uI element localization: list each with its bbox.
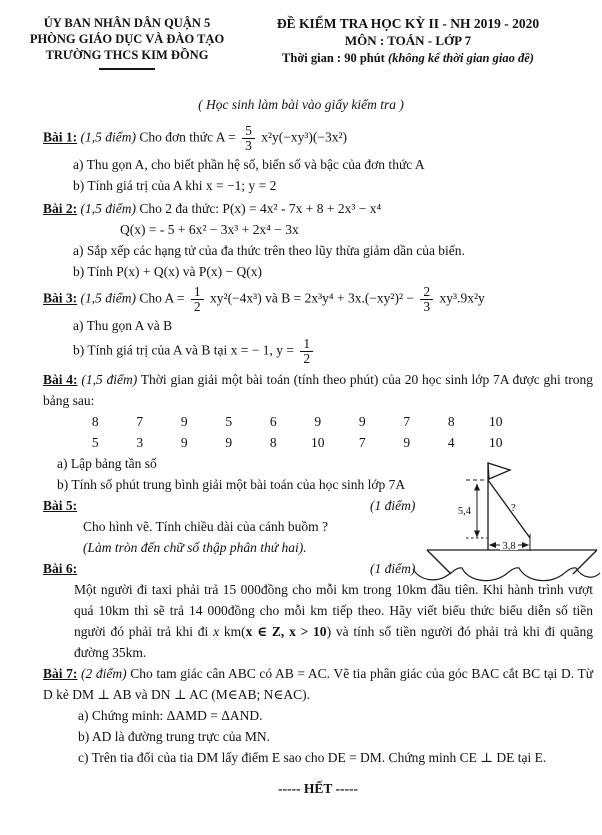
problem-3-expression-mid: xy²(−4x³) và B = 2x³y⁴ + 3x.(−xy²)² −: [206, 290, 418, 306]
problem-2-polynomial-q: Q(x) = - 5 + 6x² − 3x³ + 2x⁴ − 3x: [120, 222, 299, 237]
exam-title-block: [252, 15, 564, 70]
table-cell: 9: [180, 435, 188, 450]
fraction-5-3: [242, 124, 255, 153]
data-table-row-1: [43, 411, 593, 432]
table-cell: 9: [358, 414, 366, 429]
header-underline-rule: [99, 68, 155, 70]
problem-1-part-b: b) Tính giá trị của A khi x = −1; y = 2: [73, 178, 277, 193]
problem-2-part-b: b) Tính P(x) + Q(x) và P(x) − Q(x): [73, 264, 262, 279]
problem-3-expression-tail: xy³.9x²y: [436, 290, 485, 306]
problem-7-part-a: a) Chứng minh: ΔAMD = ΔAND.: [78, 708, 263, 723]
problem-5-points: (1 điểm): [370, 498, 416, 513]
problem-2-part-a: a) Sắp xếp các hạng tử của đa thức trên theo lũy thừa giảm dần của biến.: [73, 243, 465, 258]
problem-6-segment-1: Một người đi taxi phải trả 15 000đồng cho mỗi km trong 10km đầu tiên. Khi hành trình vượt quá 10km thì sẽ trả 14 000đồng cho mỗi km tiếp theo. Hãy viết biểu thức biểu diễn số tiền người đó phải trả khi đi: [74, 582, 593, 639]
exam-duration-line: [252, 49, 564, 67]
fraction-denominator: 3: [423, 299, 431, 314]
flag-icon: [488, 463, 510, 479]
table-cell: 9: [314, 414, 322, 429]
table-cell: 10: [489, 435, 503, 450]
authority-line-2: PHÒNG GIÁO DỤC VÀ ĐÀO TẠO: [29, 32, 225, 46]
fraction-denominator: 3: [245, 138, 252, 153]
table-cell: 7: [403, 414, 411, 429]
sail-hypotenuse-line: [488, 480, 530, 538]
table-cell: 10: [311, 435, 325, 450]
mast-height-label: 5,4: [457, 506, 471, 517]
problem-3-part-a: a) Thu gọn A và B: [73, 318, 173, 333]
problem-7-intro: Cho tam giác cân ABC có AB = AC. Vẽ tia phân giác của góc BAC cắt BC tại D. Từ D kẻ DM ⊥ AB và DN ⊥ AC (M∈AB; N∈AC).: [43, 666, 594, 702]
table-cell: 3: [136, 435, 144, 450]
problem-6-segment-2: km(: [219, 624, 246, 639]
table-cell: 8: [269, 435, 277, 450]
problem-6-variable-x: x: [213, 624, 220, 639]
water-waves: [413, 568, 600, 581]
fraction-denominator: 2: [303, 351, 311, 366]
duration-text: Thời gian : 90 phút: [282, 51, 388, 65]
problem-5-line-1: Cho hình vẽ. Tính chiều dài của cánh buồm ?: [83, 519, 328, 534]
table-cell: 5: [225, 414, 233, 429]
problem-4-label: Bài 4:: [43, 372, 78, 387]
sail-length-label: ?: [511, 503, 516, 514]
table-cell: 7: [358, 435, 366, 450]
problem-6-label: Bài 6:: [43, 561, 78, 576]
sailboat-svg: [410, 450, 602, 590]
problem-1-points: (1,5 điểm): [80, 129, 136, 145]
table-cell: 5: [91, 435, 99, 450]
fraction-1-2: [300, 337, 313, 366]
fraction-numerator: 2: [420, 285, 433, 300]
table-cell: 8: [447, 414, 455, 429]
problem-2-points: (1,5 điểm): [80, 201, 136, 216]
problem-5-label: Bài 5:: [43, 498, 78, 513]
fraction-numerator: 5: [242, 124, 255, 139]
problem-1-part-a: a) Thu gọn A, cho biết phần hệ số, biến số và bậc của đơn thức A: [73, 157, 425, 172]
problem-3-part-b-text: b) Tính giá trị của A và B tại x = − 1, y =: [73, 342, 298, 358]
problem-4-text: Thời gian giải một bài toán (tính theo phút) của 20 học sinh lớp 7A được ghi trong bảng sau:: [43, 372, 594, 408]
duration-note: (không kể thời gian giao đề): [387, 51, 534, 65]
table-cell: 9: [403, 435, 411, 450]
problem-5-line-2: (Làm tròn đến chữ số thập phân thứ hai).: [83, 540, 307, 555]
problem-6-condition: x ∈ Z, x > 10: [245, 624, 327, 639]
problem-4-part-a: a) Lập bảng tần số: [57, 456, 157, 471]
document-header: [0, 0, 602, 70]
problem-6-text: [43, 579, 593, 663]
sailboat-figure: [410, 450, 602, 590]
problem-4-points: (1,5 điểm): [81, 372, 138, 387]
exam-subject: MÔN : TOÁN - LỚP 7: [344, 33, 472, 48]
problem-1-label: Bài 1:: [43, 129, 78, 145]
problem-3-heading: [43, 284, 593, 315]
table-cell: 8: [91, 414, 99, 429]
fraction-2-3: [420, 285, 433, 314]
problem-2-label: Bài 2:: [43, 201, 78, 216]
table-cell: 4: [447, 435, 455, 450]
problem-3-part-b: [43, 336, 593, 367]
problem-6-segment-3: ) và tính số tiền người đó phải trả khi đi quãng đường 35km.: [74, 624, 593, 660]
problem-3-label: Bài 3:: [43, 290, 78, 306]
fraction-denominator: 2: [193, 299, 201, 314]
table-cell: 9: [180, 414, 188, 429]
problem-4-heading: [43, 369, 593, 411]
school-name: TRƯỜNG THCS KIM ĐỒNG: [45, 48, 209, 62]
problem-6-points: (1 điểm): [370, 561, 416, 576]
problem-2-heading: [43, 198, 593, 219]
fraction-1-2: [191, 285, 204, 314]
problem-7-label: Bài 7:: [43, 666, 78, 681]
table-cell: 6: [269, 414, 277, 429]
table-cell: 9: [225, 435, 233, 450]
table-cell: 7: [136, 414, 144, 429]
authority-line-1: ỦY BAN NHÂN DÂN QUẬN 5: [43, 16, 211, 30]
problem-1-heading: [43, 123, 593, 154]
problem-7-points: (2 điểm): [81, 666, 127, 681]
problem-2-intro: Cho 2 đa thức: P(x) = 4x² - 7x + 8 + 2x³ − x⁴: [136, 201, 382, 216]
problem-4-part-b: b) Tính số phút trung bình giải một bài toán của học sinh lớp 7A: [57, 477, 406, 492]
issuing-authority-block: [8, 15, 246, 70]
table-cell: 10: [489, 414, 503, 429]
end-marker: ----- HẾT -----: [278, 781, 358, 796]
problem-1-expression: x²y(−xy³)(−3x²): [257, 129, 348, 145]
exam-title: ĐỀ KIỂM TRA HỌC KỲ II - NH 2019 - 2020: [276, 16, 540, 31]
problem-7-heading: [43, 663, 593, 705]
base-length-label: 3,8: [502, 541, 516, 552]
problem-1-intro: Cho đơn thức A =: [136, 129, 240, 145]
problem-7-part-b: b) AD là đường trung trực của MN.: [78, 729, 270, 744]
fraction-numerator: 1: [191, 285, 204, 300]
problem-3-intro: Cho A =: [136, 290, 188, 306]
problem-7-part-c: c) Trên tia đối của tia DM lấy điểm E sao cho DE = DM. Chứng minh CE ⊥ DE tại E.: [78, 750, 547, 765]
student-instruction: ( Học sinh làm bài vào giấy kiểm tra ): [198, 97, 404, 112]
fraction-numerator: 1: [300, 337, 313, 352]
problem-3-points: (1,5 điểm): [80, 290, 136, 306]
